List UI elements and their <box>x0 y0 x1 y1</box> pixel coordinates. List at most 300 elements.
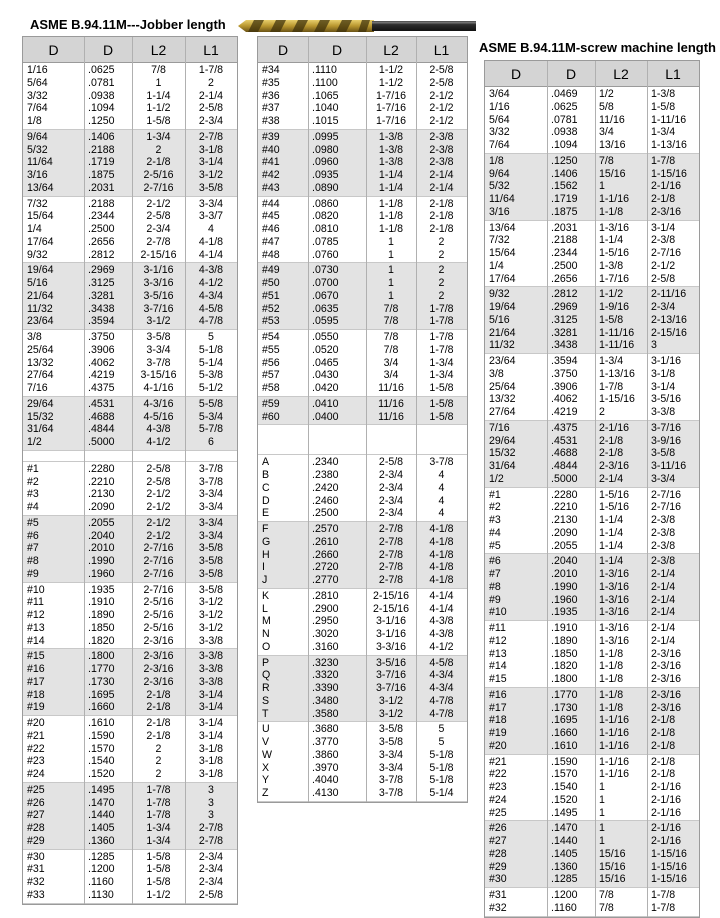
jobber-title: ASME B.94.11M---Jobber length <box>30 17 226 32</box>
l2-cell: 1-1/8 <box>599 701 624 714</box>
l2-cell: 1-1/16 <box>599 768 630 781</box>
table-row <box>258 641 467 654</box>
row-group <box>485 421 699 488</box>
l1-cell: 2-3/16 <box>651 660 682 673</box>
row-group <box>258 330 467 397</box>
table-row <box>485 768 699 781</box>
table-row <box>485 740 699 753</box>
decimal-cell: .3580 <box>312 707 339 720</box>
size-cell: #3 <box>27 488 39 501</box>
table-row <box>23 784 237 797</box>
decimal-cell: .3594 <box>88 315 115 328</box>
decimal-cell: .3281 <box>88 289 115 302</box>
decimal-cell: .1770 <box>88 663 115 675</box>
l1-cell: 1-7/8 <box>429 315 454 328</box>
size-cell: 27/64 <box>27 369 54 382</box>
l2-cell: 1-1/4 <box>599 526 624 539</box>
l2-cell: 15/16 <box>599 860 626 873</box>
table-row <box>485 139 699 152</box>
l1-cell: 5-1/4 <box>198 356 224 369</box>
l1-cell: 4-3/8 <box>198 264 224 277</box>
size-cell: #53 <box>262 315 280 328</box>
decimal-cell: .2500 <box>312 507 339 520</box>
table-row <box>258 198 467 211</box>
row-group <box>23 583 237 650</box>
size-cell: #18 <box>27 688 45 701</box>
l2-cell: 1-3/16 <box>599 580 630 593</box>
size-cell: 17/64 <box>27 235 54 248</box>
decimal-cell: .4531 <box>551 434 578 447</box>
size-cell: 3/32 <box>27 89 48 102</box>
l2-cell: 2-1/2 <box>146 516 171 529</box>
table-row <box>23 622 237 635</box>
size-cell: #7 <box>489 568 501 580</box>
l1-cell: 2-3/8 <box>651 234 676 247</box>
decimal-cell: .2130 <box>551 514 578 526</box>
row-group <box>485 755 699 822</box>
decimal-cell: .4130 <box>312 787 339 799</box>
table-row <box>485 568 699 581</box>
row-group <box>258 130 467 197</box>
l1-cell: 3-5/8 <box>198 583 224 596</box>
l1-cell: 2 <box>438 277 445 289</box>
column-header: L2 <box>613 65 629 82</box>
column-header: D <box>102 41 114 58</box>
size-cell: #39 <box>262 130 280 143</box>
size-cell: #12 <box>489 634 507 647</box>
size-cell: #6 <box>489 555 501 568</box>
l2-cell: 2-7/8 <box>378 535 404 548</box>
table-row <box>23 596 237 609</box>
table-row <box>258 762 467 775</box>
l1-cell: 2 <box>438 248 445 261</box>
size-cell: D <box>262 494 270 507</box>
decimal-cell: .1405 <box>88 822 115 834</box>
size-cell: 15/32 <box>27 410 54 423</box>
size-cell: #10 <box>489 606 507 619</box>
l1-cell: 3-1/16 <box>651 355 682 367</box>
decimal-cell: .1285 <box>88 850 115 863</box>
decimal-cell: .1110 <box>312 64 337 76</box>
l2-cell: 2-5/8 <box>378 456 404 469</box>
group-spacer <box>258 425 467 455</box>
table-row <box>23 77 237 90</box>
row-group <box>485 621 699 688</box>
decimal-cell: .0520 <box>312 343 339 356</box>
table-row <box>485 206 699 219</box>
l2-cell: 15/16 <box>599 873 626 886</box>
l1-cell: 3-1/8 <box>198 742 224 755</box>
decimal-cell: .2344 <box>88 210 115 223</box>
l1-cell: 3-3/4 <box>198 529 224 542</box>
decimal-cell: .3750 <box>551 367 578 380</box>
l2-cell: 2-7/16 <box>143 555 174 567</box>
l1-cell: 2-1/8 <box>651 727 676 739</box>
l2-cell: 11/16 <box>378 410 404 423</box>
size-cell: #26 <box>27 796 45 809</box>
l1-cell: 2-1/8 <box>429 197 454 210</box>
decimal-cell: .1875 <box>88 169 115 181</box>
l2-cell: 7/8 <box>599 901 614 914</box>
l2-cell: 2-3/16 <box>599 460 630 472</box>
l1-cell: 3-1/8 <box>198 768 224 780</box>
l1-cell: 2-3/16 <box>651 647 682 660</box>
decimal-cell: .0469 <box>551 88 578 100</box>
decimal-cell: .2460 <box>312 494 339 507</box>
size-cell: #10 <box>27 583 45 596</box>
table-row <box>485 660 699 673</box>
table-row <box>258 398 467 411</box>
l1-cell: 3-1/4 <box>651 221 676 234</box>
decimal-cell: .3594 <box>551 355 578 367</box>
size-cell: #45 <box>262 210 280 223</box>
l1-cell: 2-1/4 <box>651 580 676 593</box>
size-cell: #17 <box>27 675 45 688</box>
l1-cell: 2-7/16 <box>651 488 682 501</box>
l2-cell: 2-5/8 <box>146 462 171 475</box>
decimal-cell: .0938 <box>551 126 578 139</box>
size-cell: #57 <box>262 369 280 382</box>
screw-machine-table <box>484 60 700 918</box>
size-cell: 31/64 <box>27 423 54 436</box>
size-cell: #19 <box>27 701 45 714</box>
l2-cell: 11/16 <box>599 113 625 126</box>
column-divider <box>84 37 85 904</box>
decimal-cell: .3770 <box>312 736 339 748</box>
l1-cell: 3-7/8 <box>198 475 224 488</box>
decimal-cell: .2610 <box>312 535 339 548</box>
decimal-cell: .0820 <box>312 210 339 223</box>
column-divider <box>647 61 648 917</box>
l2-cell: 1-1/2 <box>599 288 624 301</box>
l1-cell: 2-1/8 <box>651 739 676 752</box>
size-cell: #30 <box>27 850 45 863</box>
l2-cell: 1-1/4 <box>599 555 624 568</box>
size-cell: #6 <box>27 529 39 542</box>
decimal-cell: .3281 <box>551 326 578 339</box>
table-row <box>258 549 467 562</box>
l1-cell: 2-1/8 <box>651 768 676 781</box>
decimal-cell: .1285 <box>551 873 578 886</box>
l2-cell: 3-1/2 <box>146 315 171 328</box>
row-group <box>258 197 467 264</box>
l2-cell: 1-1/8 <box>599 673 624 685</box>
table-row <box>23 876 237 889</box>
l2-cell: 1-1/2 <box>146 102 171 115</box>
decimal-cell: .1850 <box>551 647 578 660</box>
size-cell: R <box>262 682 270 694</box>
l1-cell: 4-3/4 <box>429 669 454 682</box>
decimal-cell: .1160 <box>551 901 577 914</box>
l2-cell: 1 <box>388 277 394 289</box>
l1-cell: 2-1/4 <box>651 634 676 647</box>
table-row <box>485 473 699 486</box>
size-cell: X <box>262 761 270 774</box>
l1-cell: 5-1/8 <box>429 761 454 774</box>
size-cell: #28 <box>489 847 507 860</box>
table-row <box>485 393 699 406</box>
l2-cell: 2 <box>155 755 162 768</box>
l1-cell: 3-1/4 <box>198 729 224 742</box>
l1-cell: 2-1/8 <box>429 223 454 235</box>
l2-cell: 1 <box>388 235 394 248</box>
table-row <box>485 635 699 648</box>
l1-cell: 5 <box>438 736 445 748</box>
size-cell: #21 <box>27 729 45 742</box>
size-cell: #25 <box>27 783 45 796</box>
size-cell: T <box>262 707 269 720</box>
decimal-cell: .1520 <box>88 768 115 780</box>
l1-cell: 2-3/8 <box>651 555 676 568</box>
table-row <box>258 482 467 495</box>
decimal-cell: .1570 <box>551 768 578 781</box>
table-row <box>485 648 699 661</box>
size-cell: #9 <box>27 567 39 580</box>
table-row <box>23 303 237 316</box>
l2-cell: 1-1/4 <box>599 539 624 552</box>
l2-cell: 3-7/16 <box>375 669 407 682</box>
l2-cell: 1-5/16 <box>599 247 630 259</box>
table-row <box>23 555 237 568</box>
l2-cell: 3/4 <box>599 126 614 139</box>
table-row <box>485 247 699 260</box>
l2-cell: 3-3/4 <box>146 343 171 356</box>
l1-cell: 3-11/16 <box>651 460 687 472</box>
size-cell: #42 <box>262 169 280 181</box>
l2-cell: 1-7/8 <box>146 783 171 796</box>
l1-cell: 4-3/8 <box>429 615 454 628</box>
table-row <box>485 835 699 848</box>
table-row <box>485 368 699 381</box>
l2-cell: 1-1/2 <box>146 888 171 901</box>
l1-cell: 2-3/16 <box>651 673 682 685</box>
table-row <box>258 507 467 520</box>
l2-cell: 2-1/4 <box>599 472 624 485</box>
decimal-cell: .0730 <box>312 264 339 277</box>
decimal-cell: .2656 <box>88 235 115 248</box>
column-header: D <box>510 65 522 82</box>
table-row <box>485 288 699 301</box>
size-cell: 1/16 <box>489 100 510 113</box>
column-divider <box>416 37 417 802</box>
table-row <box>485 168 699 181</box>
l2-cell: 2-7/16 <box>143 542 174 555</box>
l1-cell: 1-13/16 <box>651 139 687 151</box>
l1-cell: 2-1/2 <box>429 102 454 115</box>
table-row <box>485 88 699 101</box>
l2-cell: 1 <box>388 248 394 261</box>
decimal-cell: .4219 <box>551 406 578 418</box>
group-spacer <box>23 451 237 462</box>
l2-cell: 1-5/8 <box>146 876 171 888</box>
decimal-cell: .2720 <box>312 561 339 574</box>
decimal-cell: .1695 <box>88 688 115 701</box>
l1-cell: 2-1/4 <box>429 169 454 181</box>
l2-cell: 1-11/16 <box>599 339 635 352</box>
decimal-cell: .3750 <box>88 331 115 343</box>
jobber-table-right <box>257 36 468 803</box>
table-row <box>258 495 467 508</box>
l1-cell: 4-3/4 <box>429 682 454 694</box>
table-row <box>485 422 699 435</box>
l1-cell: 2-1/16 <box>651 180 682 193</box>
decimal-cell: .2969 <box>551 301 578 313</box>
l2-cell: 2-5/8 <box>146 210 171 223</box>
size-cell: A <box>262 456 270 469</box>
size-cell: #1 <box>27 462 39 475</box>
size-cell: 1/8 <box>489 154 504 167</box>
l1-cell: 3-5/8 <box>651 447 676 460</box>
size-cell: #24 <box>489 793 507 806</box>
column-divider <box>132 37 133 904</box>
row-group <box>23 397 237 451</box>
l1-cell: 2-3/16 <box>651 688 682 701</box>
l1-cell: 3 <box>208 783 214 796</box>
decimal-cell: .2040 <box>551 555 578 568</box>
decimal-cell: .1160 <box>88 876 114 888</box>
size-cell: K <box>262 589 270 602</box>
table-row <box>485 301 699 314</box>
table-row <box>258 115 467 128</box>
l2-cell: 1-15/16 <box>599 393 635 406</box>
table-row <box>23 411 237 424</box>
l2-cell: 7/8 <box>599 889 614 901</box>
table-row <box>258 77 467 90</box>
decimal-cell: .1890 <box>551 634 578 647</box>
l2-cell: 3-3/4 <box>378 761 404 774</box>
decimal-cell: .1719 <box>88 156 115 169</box>
decimal-cell: .2420 <box>312 481 339 494</box>
decimal-cell: .2031 <box>551 221 578 234</box>
table-row <box>485 273 699 286</box>
size-cell: #5 <box>27 516 39 529</box>
l2-cell: 3-7/8 <box>146 356 171 369</box>
l1-cell: 1-5/8 <box>429 382 454 394</box>
l1-cell: 2-3/8 <box>651 514 676 526</box>
table-row <box>258 723 467 736</box>
decimal-cell: .1250 <box>88 115 115 127</box>
l2-cell: 1-3/8 <box>378 156 404 169</box>
size-cell: 1/16 <box>27 64 48 76</box>
decimal-cell: .2188 <box>551 234 578 247</box>
l2-cell: 1/2 <box>599 88 614 100</box>
size-cell: 1/2 <box>489 472 504 485</box>
table-row <box>485 822 699 835</box>
decimal-cell: .3320 <box>312 669 339 682</box>
size-cell: O <box>262 640 271 653</box>
l1-cell: 4-1/4 <box>198 248 224 261</box>
l2-cell: 3-5/16 <box>143 289 174 302</box>
table-row <box>258 561 467 574</box>
l2-cell: 1-5/16 <box>599 488 630 501</box>
size-cell: 7/64 <box>27 102 48 115</box>
l2-cell: 2-1/2 <box>146 529 171 542</box>
l1-cell: 5-1/2 <box>198 382 224 394</box>
l2-cell: 7/8 <box>383 343 399 356</box>
l2-cell: 2-1/8 <box>146 688 171 701</box>
row-group <box>23 850 237 904</box>
table-row <box>258 249 467 262</box>
l2-cell: 3-5/8 <box>378 723 404 736</box>
table-row <box>258 344 467 357</box>
l1-cell: 2-13/16 <box>651 313 687 326</box>
size-cell: 11/64 <box>489 193 515 205</box>
table-row <box>485 555 699 568</box>
size-cell: #8 <box>27 555 39 567</box>
l1-cell: 1-5/8 <box>429 397 454 410</box>
l1-cell: 3-1/2 <box>198 169 224 181</box>
size-cell: 11/32 <box>27 302 53 315</box>
decimal-cell: .1360 <box>551 860 578 873</box>
l1-cell: 4-1/4 <box>429 602 454 615</box>
decimal-cell: .1495 <box>551 806 578 819</box>
l1-cell: 2-5/8 <box>198 888 224 901</box>
table-row <box>23 768 237 781</box>
size-cell: 7/32 <box>27 197 48 210</box>
table-row <box>485 260 699 273</box>
drill-bit-icon <box>236 15 478 37</box>
l1-cell: 1-5/8 <box>651 100 676 113</box>
l1-cell: 2-1/8 <box>651 193 676 205</box>
table-row <box>23 701 237 714</box>
decimal-cell: .0960 <box>312 156 339 169</box>
table-row <box>485 126 699 139</box>
l2-cell: 1-3/4 <box>146 822 171 834</box>
decimal-cell: .0635 <box>312 302 339 315</box>
table-row <box>485 527 699 540</box>
decimal-cell: .0781 <box>551 113 578 126</box>
l2-cell: 2-1/8 <box>599 434 624 447</box>
table-row <box>23 809 237 822</box>
decimal-cell: .1719 <box>551 193 578 205</box>
l2-cell: 4-1/2 <box>146 436 171 448</box>
decimal-cell: .1800 <box>88 650 115 663</box>
l2-cell: 2-1/2 <box>146 197 171 210</box>
l2-cell: 2-3/16 <box>143 675 174 688</box>
size-cell: #4 <box>27 501 39 513</box>
table-row <box>23 210 237 223</box>
l2-cell: 3-3/4 <box>378 748 404 761</box>
l1-cell: 2-1/8 <box>429 210 454 223</box>
l1-cell: 2-3/8 <box>429 156 454 169</box>
table-row <box>23 530 237 543</box>
l2-cell: 1-1/2 <box>378 76 404 89</box>
l1-cell: 4-1/8 <box>429 523 454 535</box>
size-cell: #46 <box>262 223 280 235</box>
table-row <box>485 622 699 635</box>
size-cell: #14 <box>489 660 507 673</box>
table-row <box>258 382 467 395</box>
column-header: L1 <box>665 65 681 82</box>
row-group <box>485 221 699 288</box>
l1-cell: 2-7/8 <box>198 834 224 847</box>
l1-cell: 2 <box>438 289 445 302</box>
l2-cell: 4-3/8 <box>146 423 171 436</box>
l2-cell: 2-5/16 <box>143 596 174 609</box>
decimal-cell: .0760 <box>312 248 339 261</box>
l1-cell: 1-7/8 <box>651 889 676 901</box>
table-row <box>485 714 699 727</box>
column-divider <box>547 61 548 917</box>
table-row <box>23 717 237 730</box>
l2-cell: 1-3/4 <box>599 355 624 367</box>
size-cell: #36 <box>262 89 280 102</box>
l1-cell: 3-1/8 <box>198 755 224 768</box>
size-cell: H <box>262 548 270 561</box>
size-cell: #13 <box>27 621 45 634</box>
table-row <box>23 755 237 768</box>
decimal-cell: .3438 <box>88 302 115 315</box>
